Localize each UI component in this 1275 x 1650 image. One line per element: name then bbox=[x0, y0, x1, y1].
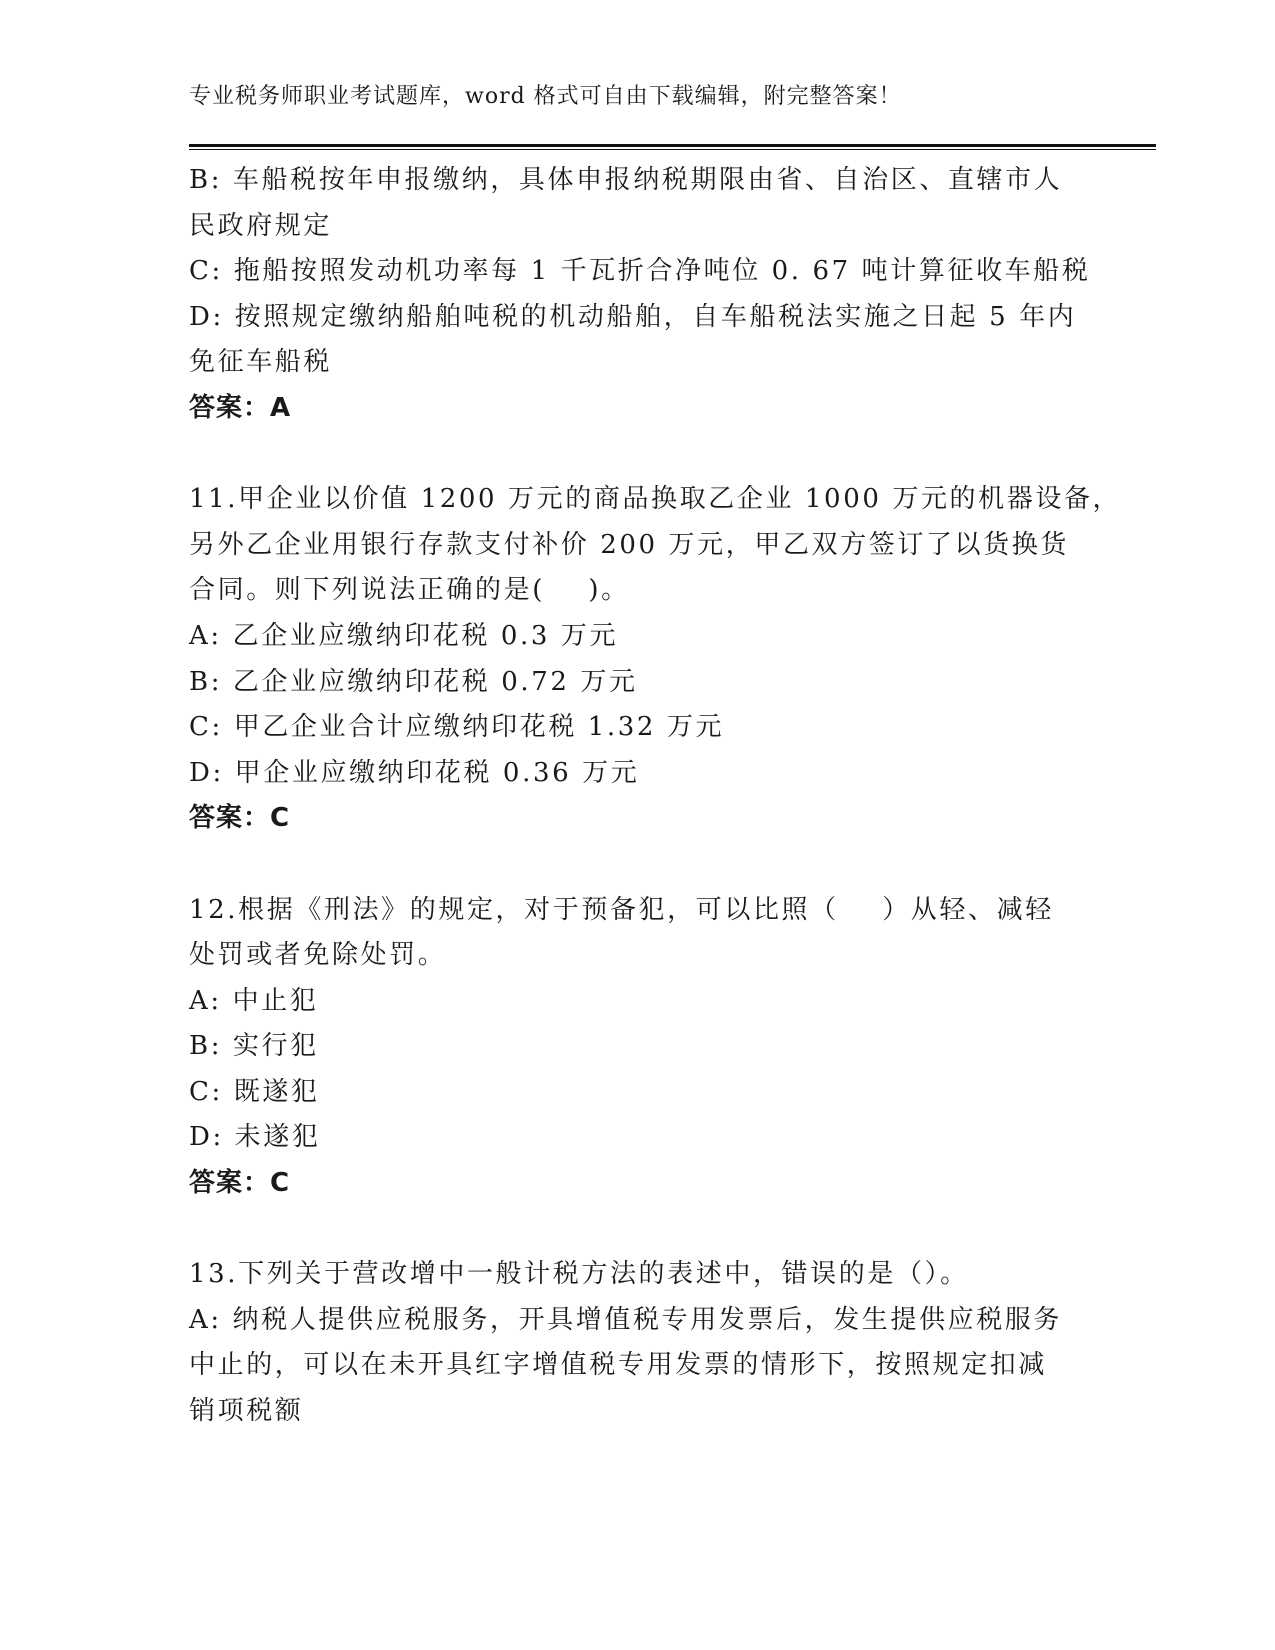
text-line: D: 甲企业应缴纳印花税 0.36 万元 bbox=[189, 757, 640, 788]
question-block bbox=[189, 1252, 1089, 1434]
text-line: 免征车船税 bbox=[189, 347, 333, 378]
block-spacer bbox=[189, 432, 1089, 478]
header-rule-thick bbox=[189, 144, 1156, 147]
question-block bbox=[189, 477, 1122, 842]
text-line: A: 中止犯 bbox=[189, 985, 319, 1016]
text-line: 销项税额 bbox=[189, 1396, 304, 1427]
text-line: 13.下列关于营改增中一般计税方法的表述中，错误的是（）。 bbox=[189, 1259, 969, 1290]
text-line: 中止的，可以在未开具红字增值税专用发票的情形下，按照规定扣减 bbox=[189, 1350, 1048, 1381]
text-line: A: 乙企业应缴纳印花税 0.3 万元 bbox=[189, 620, 619, 651]
text-line: B: 实行犯 bbox=[189, 1031, 319, 1062]
text-line: 处罚或者免除处罚。 bbox=[189, 940, 447, 971]
header-rule-thin bbox=[189, 149, 1156, 150]
answer-line: 答案：C bbox=[189, 1168, 291, 1199]
text-line: 11.甲企业以价值 1200 万元的商品换取乙企业 1000 万元的机器设备， bbox=[189, 484, 1122, 515]
answer-line: 答案：A bbox=[189, 392, 292, 423]
text-line: B: 车船税按年申报缴纳，具体申报纳税期限由省、自治区、直辖市人 bbox=[189, 165, 1063, 195]
page-header: 专业税务师职业考试题库，word 格式可自由下载编辑，附完整答案！ bbox=[189, 84, 902, 109]
text-line: 民政府规定 bbox=[189, 210, 333, 241]
text-line: D: 未遂犯 bbox=[189, 1122, 321, 1153]
text-line: 合同。则下列说法正确的是( )。 bbox=[189, 575, 630, 606]
text-line: 另外乙企业用银行存款支付补价 200 万元，甲乙双方签订了以货换货 bbox=[189, 529, 1069, 560]
text-line: A: 纳税人提供应税服务，开具增值税专用发票后，发生提供应税服务 bbox=[189, 1304, 1063, 1335]
block-spacer bbox=[189, 1207, 1089, 1253]
text-line: C: 甲乙企业合计应缴纳印花税 1.32 万元 bbox=[189, 712, 725, 743]
text-line: B: 乙企业应缴纳印花税 0.72 万元 bbox=[189, 666, 638, 697]
text-line: D: 按照规定缴纳船舶吨税的机动船舶，自车船税法实施之日起 5 年内 bbox=[189, 301, 1077, 332]
question-block bbox=[189, 158, 1089, 432]
block-spacer bbox=[189, 842, 1089, 888]
answer-line: 答案：C bbox=[189, 803, 291, 834]
text-line: 12.根据《刑法》的规定，对于预备犯，可以比照（ ）从轻、减轻 bbox=[189, 894, 1054, 925]
text-line: C: 拖船按照发动机功率每 1 千瓦折合净吨位 0. 67 吨计算征收车船税 bbox=[189, 256, 1091, 287]
text-line: C: 既遂犯 bbox=[189, 1076, 320, 1107]
document-body bbox=[189, 158, 1122, 1435]
question-block bbox=[189, 888, 1089, 1207]
